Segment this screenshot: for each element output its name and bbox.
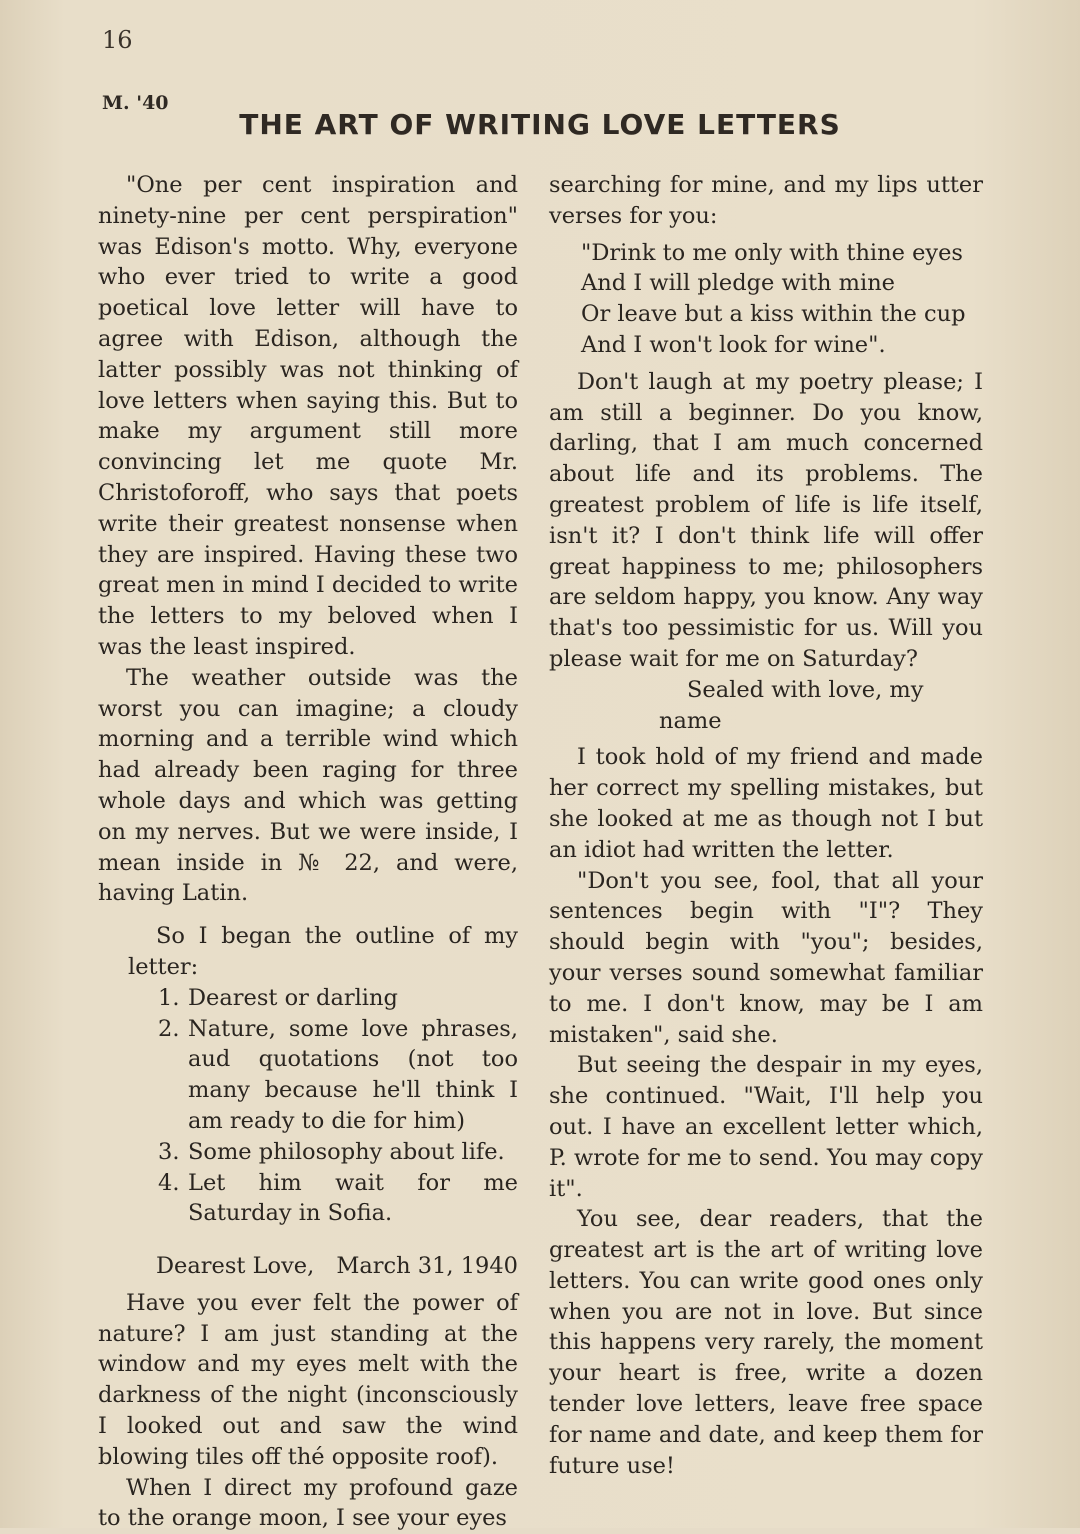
paragraph: When I direct my profound gaze to the orange moon, I see your eyes xyxy=(98,1474,518,1532)
list-number: 3. xyxy=(158,1138,180,1165)
list-number: 4. xyxy=(158,1169,180,1196)
poem-line: "Drink to me only with thine eyes xyxy=(581,239,963,266)
letter-date: March 31, 1940 xyxy=(336,1253,518,1280)
poem-quote xyxy=(549,238,983,361)
page-number: 16 xyxy=(102,26,133,54)
list-item xyxy=(98,1137,518,1168)
list-item xyxy=(98,1168,518,1230)
outline-intro: So I began the outline of my letter: xyxy=(128,923,518,980)
right-column xyxy=(549,170,983,1481)
list-item xyxy=(98,1014,518,1137)
article-title: THE ART OF WRITING LOVE LETTERS xyxy=(239,108,841,141)
letter-signoff: Sealed with love, my name xyxy=(659,676,924,734)
paragraph: You see, dear readers, that the greatest art is the art of writing love letters. You can write good ones only when you are not in love. But since this happens very rarely, the moment your heart is free, write a dozen tender love letters, leave free space for name and date, and keep them for future use! xyxy=(549,1206,983,1479)
paragraph: "One per cent inspiration and ninety-nine per cent perspiration" was Edison's motto. Why, everyone who ever tried to write a good poetical love letter will have to agree with Edison, although the latter possibly was not thinking of love letters when saying this. But to make my argument still more convincing let me quote Mr. Christoforoff, who says that poets write their greatest nonsense when they are inspired. Having these two great men in mind I decided to write the letters to my beloved when I was the least inspired. xyxy=(98,172,518,660)
list-item xyxy=(98,983,518,1014)
paragraph: But seeing the despair in my eyes, she continued. "Wait, I'll help you out. I have an excellent letter which, P. wrote for me to send. You may copy it". xyxy=(549,1052,983,1202)
list-number: 1. xyxy=(158,984,180,1011)
salutation: Dearest Love, xyxy=(156,1253,315,1280)
paragraph: The weather outside was the worst you can imagine; a cloudy morning and a terrible wind which had already been raging for three whole days and which was getting on my nerves. But we were inside, I mean inside in № 22, and were, having Latin. xyxy=(98,664,518,907)
left-column xyxy=(98,170,518,1534)
paragraph: Don't laugh at my poetry please; I am still a beginner. Do you know, darling, that I am much concerned about life and its problems. The greatest problem of life is life itself, isn't it? I don't think life will offer great happiness to me; philosophers are seldom happy, you know. Any way that's too pessimistic for us. Will you please wait for me on Saturday? xyxy=(549,368,983,672)
poem-line: And I won't look for wine". xyxy=(581,331,886,358)
poem-line: Or leave but a kiss within the cup xyxy=(581,301,966,328)
list-number: 2. xyxy=(158,1015,180,1042)
list-text: Some philosophy about life. xyxy=(188,1138,505,1165)
paragraph: I took hold of my friend and made her correct my spelling mistakes, but she looked at me as though not I but an idiot had written the letter. xyxy=(549,744,983,863)
letter-header xyxy=(98,1251,518,1282)
poem-line: And I will pledge with mine xyxy=(581,270,896,297)
list-text: Dearest or darling xyxy=(188,984,398,1011)
paragraph: Have you ever felt the power of nature? I am just standing at the window and my eyes melt with the darkness of the night (inconsciously I looked out and saw the wind blowing tiles off thé opposite roof). xyxy=(98,1289,518,1470)
list-text: Nature, some love phrases, aud quotations (not too many because he'll think I am ready to die for him) xyxy=(188,1015,518,1134)
paragraph: "Don't you see, fool, that all your sentences begin with "I"? They should begin with "you"; besides, your verses sound somewhat familiar to me. I don't know, may be I am mistaken", said she. xyxy=(549,867,983,1048)
issue-label: M. '40 xyxy=(102,92,169,114)
paragraph: searching for mine, and my lips utter verses for you: xyxy=(549,172,983,229)
list-text: Let him wait for me Saturday in Sofia. xyxy=(188,1169,518,1227)
